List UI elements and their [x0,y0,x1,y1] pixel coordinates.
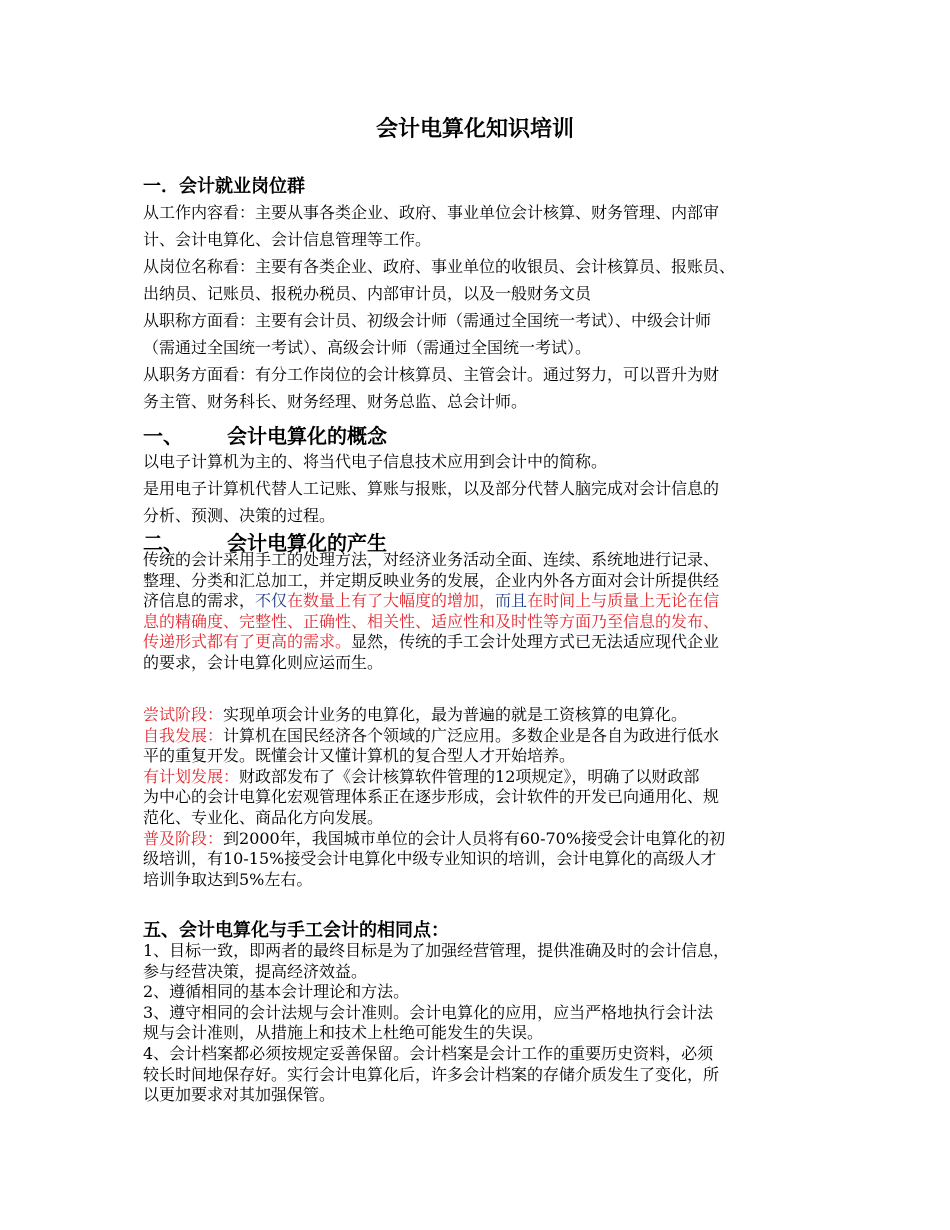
section-number: 一、 [143,424,183,448]
stage-text: 为中心的会计电算化宏观管理体系正在逐步形成，会计软件的开发已向通用化、规 [143,787,720,807]
section-heading-concept [143,420,387,449]
emphasis-text: 不仅 [255,591,288,611]
section-heading-similarities: 五、会计电算化与手工会计的相同点： [143,920,449,941]
text-line [143,550,833,571]
text-line [143,632,833,653]
stage-text: 平的重复开发。既懂会计又懂计算机的复合型人才开始培养。 [143,746,576,766]
text-line: 从工作内容看：主要从事各类企业、政府、事业单位会计核算、财务管理、内部审 [143,203,720,222]
text-run: 显然，传统的手工会计处理方式已无法适应现代企业 [351,632,720,652]
stage-line [143,787,833,808]
text-line [143,571,833,592]
text-line: 规与会计准则，从措施上和技术上杜绝可能发生的失误。 [143,1023,544,1043]
text-line: 从职务方面看：有分工作岗位的会计核算员、主管会计。通过努力，可以晋升为财 [143,365,720,384]
text-line: 1、目标一致，即两者的最终目标是为了加强经营管理，提供准确及时的会计信息， [143,941,730,960]
highlight-text: 在时间上与质量上无论在信 [527,591,720,611]
stage-line [143,870,833,891]
text-line [143,612,833,633]
section-heading-job-groups: 一．会计就业岗位群 [143,176,305,197]
stage-line [143,746,833,767]
text-line: （需通过全国统一考试）、高级会计师（需通过全国统一考试）。 [143,338,592,357]
stage-line [143,829,833,850]
stage-line [143,849,833,870]
development-stages [143,705,833,890]
highlight-text: 传递形式都有了更高的需求。 [143,632,352,652]
text-line: 出纳员、记账员、报税办税员、内部审计员，以及一般财务文员 [143,284,592,303]
stage-line [143,705,833,726]
emphasis-text: 而且 [495,591,528,611]
text-line: 较长时间地保存好。实行会计电算化后，许多会计档案的存储介质发生了变化，所 [143,1064,720,1084]
text-line: 从职称方面看：主要有会计员、初级会计师（需通过全国统一考试）、中级会计师 [143,311,712,330]
section-title: 会计电算化的概念 [227,424,387,448]
text-line: 是用电子计算机代替人工记账、算账与报账，以及部分代替人脑完成对会计信息的 [143,479,720,498]
stage-label: 自我发展： [143,725,224,745]
text-line [143,653,833,674]
stage-label: 普及阶段： [143,828,224,848]
stage-text: 实现单项会计业务的电算化，最为普遍的就是工资核算的电算化。 [223,705,688,724]
section-concept-body [143,448,833,529]
highlight-text: 息的精确度、完整性、正确性、相关性、适应性和及时性等方面乃至信息的发布、 [143,611,720,631]
stage-label: 有计划发展： [143,766,240,786]
text-line: 2、遵循相同的基本会计理论和方法。 [143,982,410,1002]
text-run: 整理、分类和汇总加工，并定期反映业务的发展，企业内外各方面对会计所提供经 [143,570,720,590]
stage-text: 到2000年，我国城市单位的会计人员将有60-70%接受会计电算化的初 [223,828,726,848]
stage-text: 财政部发布了《会计核算软件管理的12项规定》，明确了以财政部 [239,766,700,786]
text-line: 务主管、财务科长、财务经理、财务总监、总会计师。 [143,392,528,411]
text-run: 传统的会计采用手工的处理方法，对经济业务活动全面、连续、系统地进行记录、 [143,550,720,569]
text-line: 以更加要求对其加强保管。 [143,1085,336,1105]
text-line: 从岗位名称看：主要有各类企业、政府、事业单位的收银员、会计核算员、报账员、 [143,257,736,276]
stage-line [143,726,833,747]
section-origin-body [143,550,833,674]
document-title: 会计电算化知识培训 [375,117,574,142]
stage-line [143,767,833,788]
stage-line [143,808,833,829]
stage-label: 尝试阶段： [143,705,224,724]
text-line: 以电子计算机为主的、将当代电子信息技术应用到会计中的简称。 [143,452,608,471]
text-line: 计、会计电算化、会计信息管理等工作。 [143,230,432,249]
section-similarities-body [143,941,833,1106]
stage-text: 级培训，有10-15%接受会计电算化中级专业知识的培训，会计电算化的高级人才 [143,849,717,869]
section-title: 会计电算化的产生 [227,531,387,555]
text-line: 分析、预测、决策的过程。 [143,506,336,525]
section-number: 二、 [143,531,183,555]
stage-text: 计算机在国民经济各个领域的广泛应用。多数企业是各自为政进行低水 [223,725,720,745]
stage-text: 培训争取达到5%左右。 [143,869,313,889]
text-line: 4、会计档案都必须按规定妥善保留。会计档案是会计工作的重要历史资料，必须 [143,1043,714,1063]
text-run: 济信息的需求， [143,591,256,611]
text-line [143,591,833,612]
highlight-text: 在数量上有了大幅度的增加， [287,591,496,611]
text-line: 3、遵守相同的会计法规与会计准则。会计电算化的应用，应当严格地执行会计法 [143,1002,714,1022]
text-line: 参与经营决策，提高经济效益。 [143,961,368,981]
section-job-groups-body [143,199,833,415]
text-run: 的要求，会计电算化则应运而生。 [143,652,384,672]
stage-text: 范化、专业化、商品化方向发展。 [143,807,384,827]
